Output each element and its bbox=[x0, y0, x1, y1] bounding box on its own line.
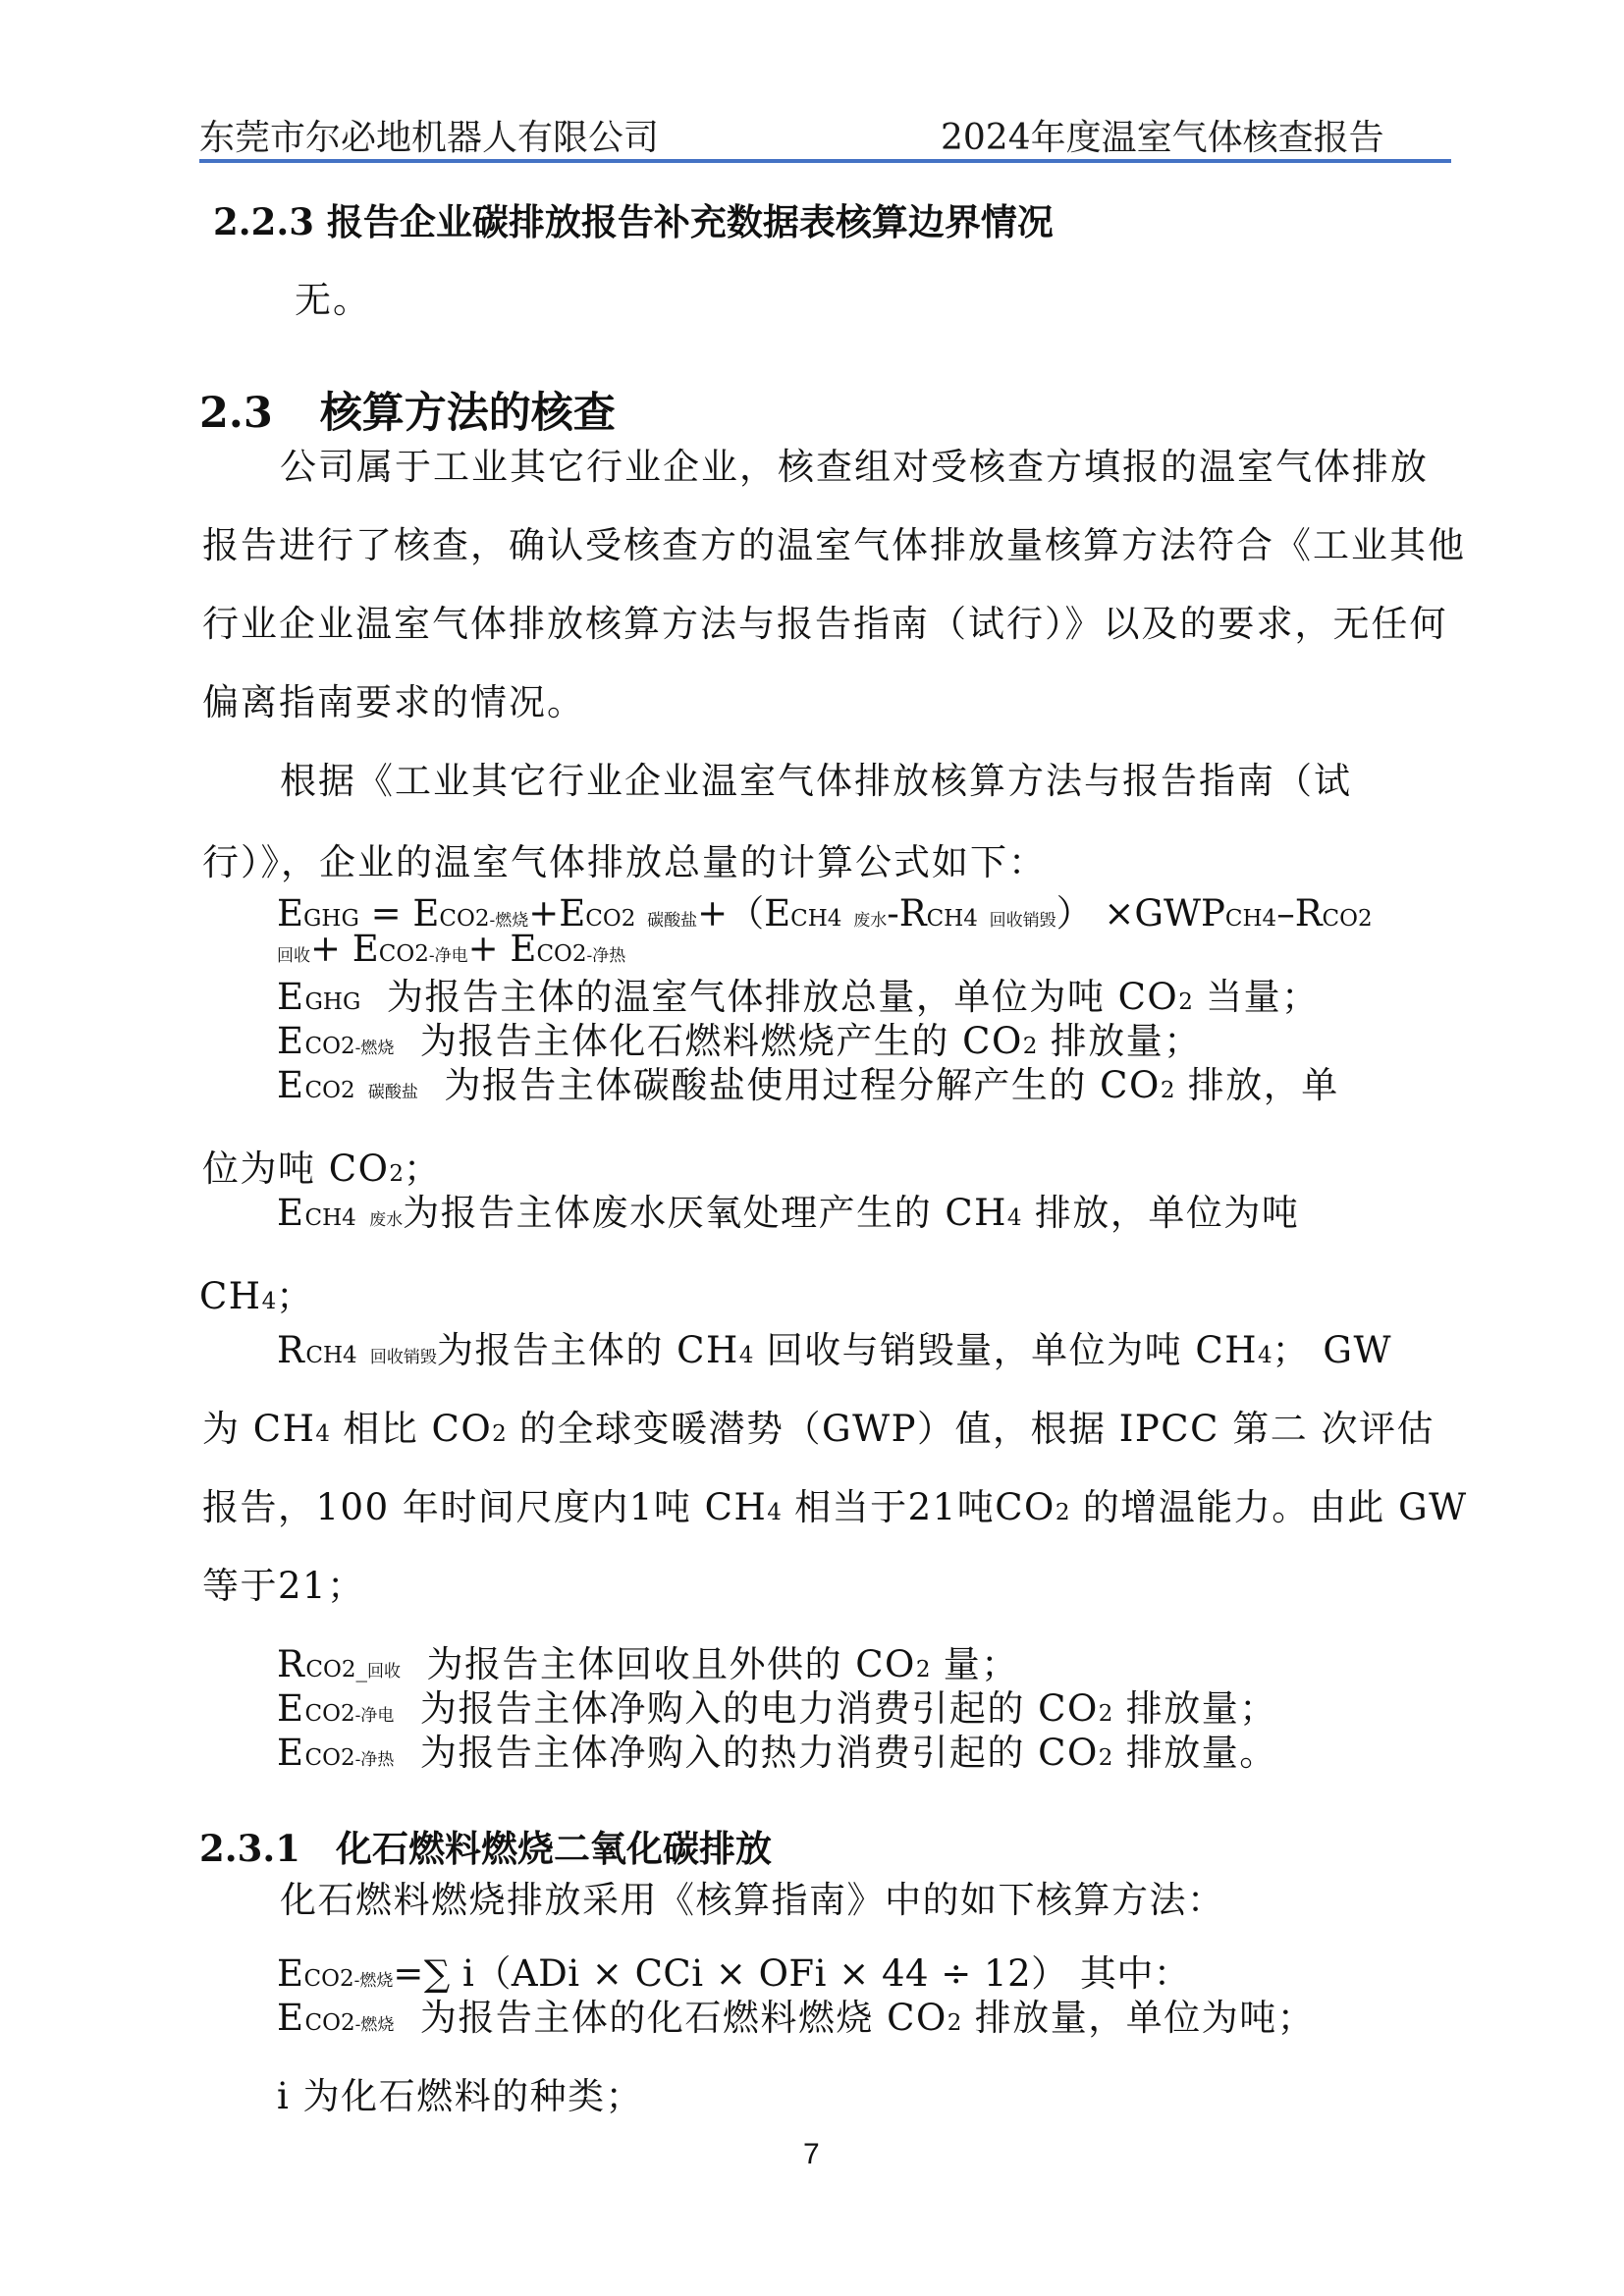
section-2-2-3-heading: 2.2.3 报告企业碳排放报告补充数据表核算边界情况 bbox=[213, 200, 1054, 243]
definition-e-ghg: EGHG 为报告主体的温室气体排放总量，单位为吨 CO2 当量； bbox=[277, 976, 1320, 1018]
definition-r-recovery: RCH4 回收销毁为报告主体的 CH4 回收与销毁量，单位为吨 CH4； GW bbox=[277, 1329, 1393, 1371]
paragraph-line: 公司属于工业其它行业企业，核查组对受核查方填报的温室气体排放 bbox=[280, 446, 1429, 488]
gwp-paragraph-line3: 等于21； bbox=[202, 1565, 365, 1607]
definition-e-wastewater: ECH4 废水为报告主体废水厌氧处理产生的 CH4 排放，单位为吨 bbox=[277, 1192, 1300, 1234]
definition-i: i 为化石燃料的种类； bbox=[277, 2075, 644, 2117]
paragraph-line: 根据《工业其它行业企业温室气体排放核算方法与报告指南（试 bbox=[280, 760, 1352, 802]
paragraph-line: 偏离指南要求的情况。 bbox=[202, 681, 585, 723]
definition-e-heat: ECO2-净热 为报告主体净购入的热力消费引起的 CO2 排放量。 bbox=[277, 1732, 1277, 1774]
formula-fossil-combustion: ECO2-燃烧=∑ i（ADi × CCi × OFi × 44 ÷ 12） 其中： bbox=[277, 1952, 1191, 1995]
page-number: 7 bbox=[803, 2138, 820, 2170]
gwp-paragraph-line2: 报告，100 年时间尺度内1吨 CH4 相当于21吨CO2 的增温能力。由此 GW bbox=[202, 1486, 1468, 1528]
formula-total-line1: EGHG = ECO2-燃烧+ECO2 碳酸盐+（ECH4 废水-RCH4 回收销毁） ×GWPCH4–RCO2 bbox=[277, 892, 1373, 934]
section-number: 2.3.1 bbox=[199, 1827, 300, 1870]
definition-e-carbonate: ECO2 碳酸盐 为报告主体碳酸盐使用过程分解产生的 CO2 排放，单 bbox=[277, 1064, 1339, 1106]
definition-e-carbonate-cont: 位为吨 CO2； bbox=[202, 1148, 442, 1190]
section-2-3-heading bbox=[199, 380, 616, 440]
definition-e-electricity: ECO2-净电 为报告主体净购入的电力消费引起的 CO2 排放量； bbox=[277, 1687, 1277, 1730]
definition-e-fossil: ECO2-燃烧 为报告主体的化石燃料燃烧 CO2 排放量，单位为吨； bbox=[277, 1997, 1316, 2039]
header-report-title: 2024年度温室气体核查报告 bbox=[941, 118, 1384, 158]
header-company: 东莞市尔必地机器人有限公司 bbox=[199, 118, 660, 158]
definition-r-co2: RCO2_回收 为报告主体回收且外供的 CO2 量； bbox=[277, 1643, 1019, 1685]
section-title: 核算方法的核查 bbox=[319, 389, 616, 438]
section-title: 化石燃料燃烧二氧化碳排放 bbox=[336, 1827, 772, 1870]
paragraph-line: 行业企业温室气体排放核算方法与报告指南（试行）》以及的要求，无任何 bbox=[202, 603, 1448, 645]
formula-total-line2: 回收+ ECO2-净电+ ECO2-净热 bbox=[277, 928, 626, 970]
paragraph-line: 行）》，企业的温室气体排放总量的计算公式如下： bbox=[202, 841, 1047, 883]
gwp-paragraph-line1: 为 CH4 相比 CO2 的全球变暖潜势（GWP）值，根据 IPCC 第二 次评估 bbox=[202, 1408, 1435, 1450]
section-2-2-3-body: 无。 bbox=[295, 279, 371, 321]
definition-e-wastewater-cont: CH4； bbox=[199, 1275, 314, 1317]
header-rule bbox=[199, 159, 1451, 163]
section-number: 2.3 bbox=[199, 389, 273, 438]
definition-e-burn: ECO2-燃烧 为报告主体化石燃料燃烧产生的 CO2 排放量； bbox=[277, 1020, 1202, 1062]
paragraph-line: 报告进行了核查，确认受核查方的温室气体排放量核算方法符合《工业其他 bbox=[202, 524, 1466, 566]
section-2-3-1-heading bbox=[199, 1819, 772, 1872]
section-2-3-1-intro: 化石燃料燃烧排放采用《核算指南》中的如下核算方法： bbox=[280, 1879, 1225, 1921]
